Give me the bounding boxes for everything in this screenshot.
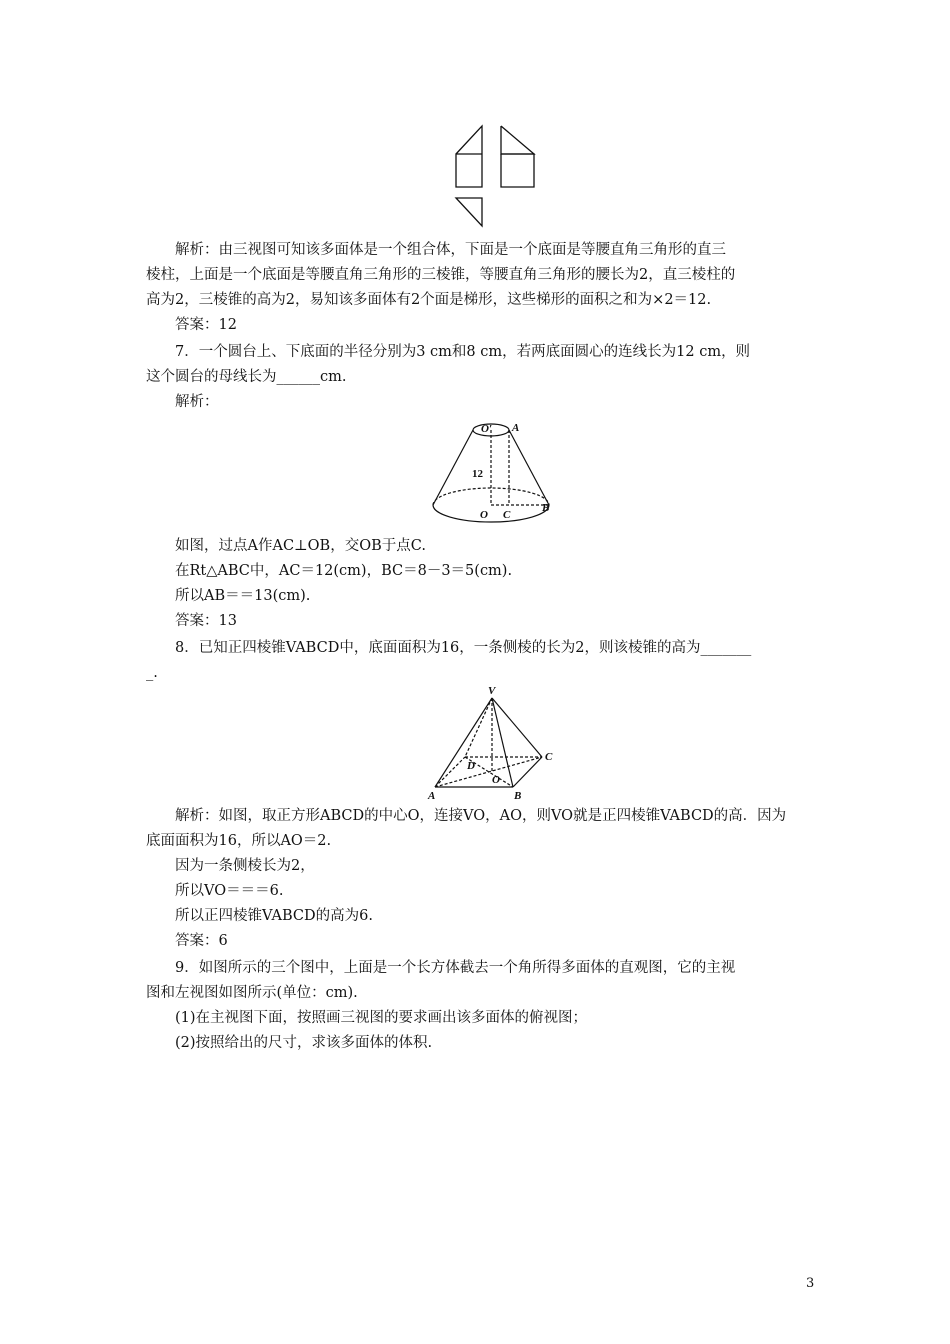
question-line: 8．已知正四棱锥VABCD中，底面面积为16，一条侧棱的长为2，则该棱锥的高为_______ <box>175 640 752 656</box>
text-line: 棱柱，上面是一个底面是等腰直角三角形的三棱锥，等腰直角三角形的腰长为2，直三棱柱的 <box>146 267 736 283</box>
label-o: O <box>492 774 500 786</box>
text-line: 在Rt△ABC中，AC＝12(cm)，BC＝8－3＝5(cm). <box>175 563 513 579</box>
text-line: 因为一条侧棱长为2， <box>175 858 315 874</box>
label-b: B <box>514 790 522 802</box>
question-line: 9．如图所示的三个图中，上面是一个长方体截去一个角所得多面体的直观图，它的主视 <box>175 960 736 976</box>
question-line: 图和左视图如图所示(单位：cm). <box>146 985 358 1001</box>
page-number: 3 <box>806 1276 815 1291</box>
answer-line: 答案：13 <box>175 613 237 629</box>
label-o: O <box>480 509 488 521</box>
text-line: 所以AB＝＝13(cm). <box>175 588 311 604</box>
text-line: 解析： <box>175 394 219 410</box>
text-line: 所以VO＝＝＝6. <box>175 883 284 899</box>
label-o-prime: O′ <box>481 423 493 435</box>
three-views-figure <box>448 122 508 232</box>
pyramid-figure <box>425 684 560 804</box>
text-line: 底面面积为16，所以AO＝2. <box>146 833 332 849</box>
label-c: C <box>545 751 553 763</box>
label-a: A <box>512 422 520 434</box>
label-v: V <box>488 685 496 697</box>
label-c: C <box>503 509 511 521</box>
label-b: B <box>542 502 550 514</box>
text-line: 解析：如图，取正方形ABCD的中心O，连接VO，AO，则VO就是正四棱锥VABCD的高．因为 <box>175 808 787 824</box>
question-line: _. <box>146 665 158 681</box>
question-line: 7．一个圆台上、下底面的半径分别为3 cm和8 cm，若两底面圆心的连线长为12 cm，则 <box>175 344 751 360</box>
label-a: A <box>428 790 436 802</box>
text-line: 解析：由三视图可知该多面体是一个组合体，下面是一个底面是等腰直角三角形的直三 <box>175 242 726 258</box>
label-height: 12 <box>472 468 483 480</box>
question-line: 这个圆台的母线长为______cm. <box>146 369 347 385</box>
text-line: 如图，过点A作AC⊥OB，交OB于点C. <box>175 538 426 554</box>
text-line: 高为2，三棱锥的高为2，易知该多面体有2个面是梯形，这些梯形的面积之和为×2＝12. <box>146 292 712 308</box>
question-line: (1)在主视图下面，按照画三视图的要求画出该多面体的俯视图； <box>175 1010 588 1026</box>
answer-line: 答案：6 <box>175 933 228 949</box>
text-line: 所以正四棱锥VABCD的高为6. <box>175 908 373 924</box>
frustum-figure <box>425 418 555 528</box>
answer-line: 答案：12 <box>175 317 237 333</box>
question-line: (2)按照给出的尺寸，求该多面体的体积. <box>175 1035 433 1051</box>
label-d: D <box>467 760 475 772</box>
